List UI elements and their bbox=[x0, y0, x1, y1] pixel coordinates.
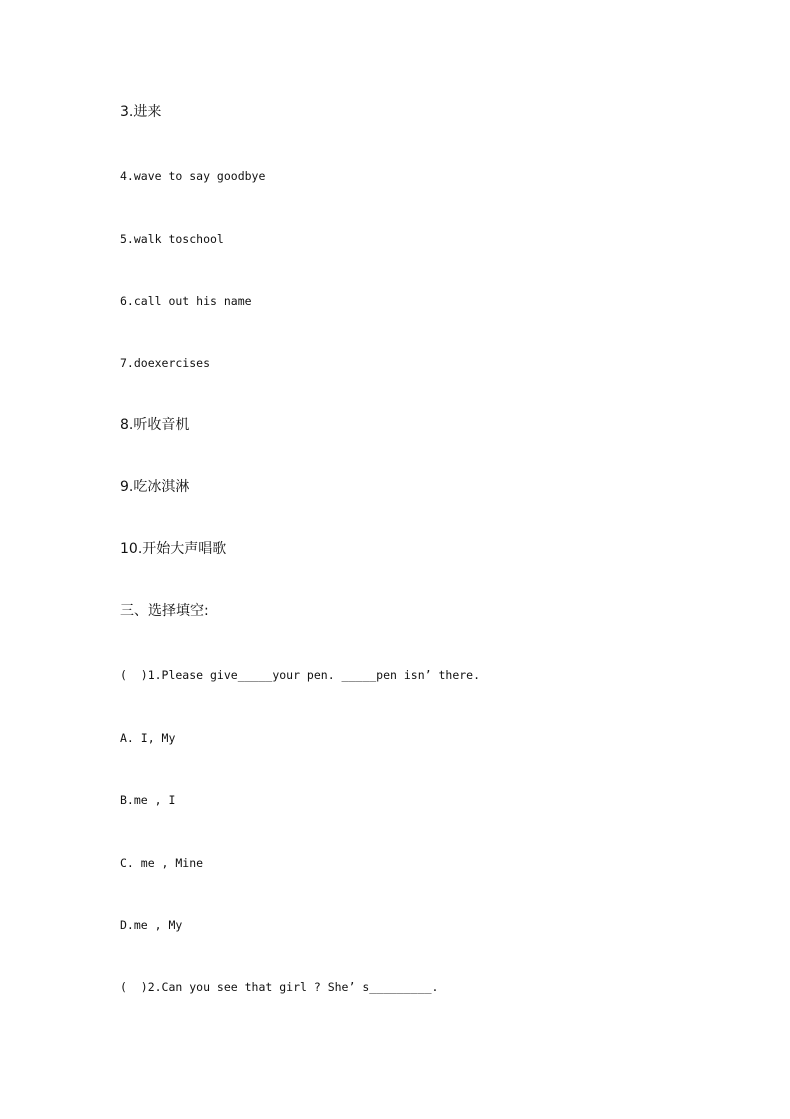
vocab-item-4: 4.wave to say goodbye bbox=[120, 169, 266, 183]
vocab-item-7: 7.doexercises bbox=[120, 356, 211, 370]
option-a: A. I, My bbox=[120, 731, 176, 745]
vocab-item-5: 5.walk toschool bbox=[120, 232, 224, 246]
question-2: ( )2.Can you see that girl ? She’ s_________. bbox=[120, 980, 439, 994]
option-d: D.me , My bbox=[120, 918, 183, 932]
option-c: C. me , Mine bbox=[120, 856, 204, 870]
vocab-item-3: 3.进来 bbox=[120, 104, 162, 120]
vocab-item-6: 6.call out his name bbox=[120, 294, 252, 308]
option-b: B.me , I bbox=[120, 793, 176, 807]
section-heading: 三、选择填空: bbox=[120, 603, 209, 619]
question-1: ( )1.Please give_____your pen. _____pen isn’ there. bbox=[120, 668, 481, 682]
vocab-item-10: 10.开始大声唱歌 bbox=[120, 541, 227, 557]
vocab-item-8: 8.听收音机 bbox=[120, 417, 190, 433]
vocab-item-9: 9.吃冰淇淋 bbox=[120, 479, 190, 495]
